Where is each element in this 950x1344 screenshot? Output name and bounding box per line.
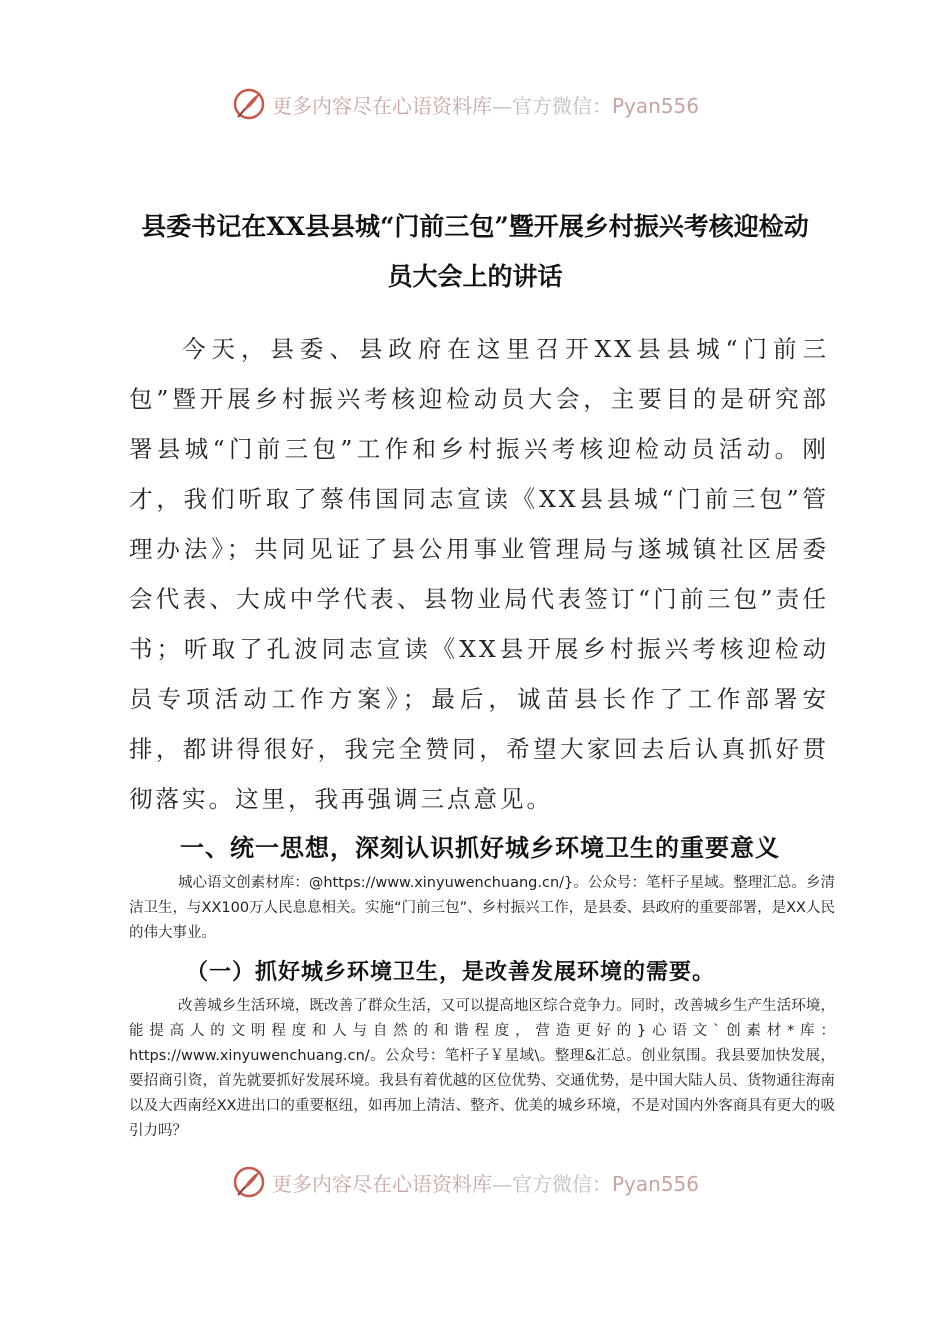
banner-text	[272, 1168, 699, 1197]
banner-wechat-id: Pyan556	[612, 1171, 700, 1196]
section-1-paragraph: 城心语文创素材库：@https://www.xinyuwenchuang.cn/}。公众号：笔杆子星域。整理汇总。乡清洁卫生，与XX100万人民息息相关。实施“门前三包”、乡村振兴工作，是县委、县政府的重要部署，是XX人民的伟大事业。	[129, 875, 835, 941]
banner-brand: 更多内容尽在心语资料库	[272, 1171, 492, 1196]
header-banner	[232, 86, 699, 122]
banner-brand: 更多内容尽在心语资料库	[272, 93, 492, 118]
feather-quill-logo-icon	[232, 87, 266, 121]
feather-quill-logo-icon	[232, 1165, 266, 1199]
intro-paragraph: 今天，县委、县政府在这里召开XX县县城“门前三包”暨开展乡村振兴考核迎检动员大会，主要目的是研究部署县城“门前三包”工作和乡村振兴考核迎检动员活动。刚才，我们听取了蔡伟国同志宣读《XX县县城“门前三包”管理办法》；共同见证了县公用事业管理局与遂城镇社区居委会代表、大成中学代表、县物业局代表签订“门前三包”责任书；听取了孔波同志宣读《XX县开展乡村振兴考核迎检动员专项活动工作方案》；最后，诚苗县长作了工作部署安排，都讲得很好，我完全赞同，希望大家回去后认真抓好贯彻落实。这里，我再强调三点意见。	[129, 335, 829, 813]
document-title	[110, 202, 840, 302]
subsection-1-paragraph-block	[129, 994, 835, 1144]
banner-wechat-id: Pyan556	[612, 93, 700, 118]
title-line-2: 员大会上的讲话	[387, 262, 563, 291]
title-line-1: 县委书记在XX县县城“门前三包”暨开展乡村振兴考核迎检动	[141, 212, 809, 241]
banner-dash: —	[492, 93, 512, 118]
subsection-1-paragraph: 改善城乡生活环境，既改善了群众生活，又可以提高地区综合竞争力。同时，改善城乡生产生活环境，能提高人的文明程度和人与自然的和谐程度，营造更好的}心语文`创素材*库：https://www.xinyuwenchuang.cn/。公众号：笔杆子￥星域\。整理&汇总。创业氛围。我县要加快发展，要招商引资，首先就要抓好发展环境。我县有着优越的区位优势、交通优势，是中国大陆人员、货物通往海南以及大西南经XX进出口的重要枢纽，如再加上清洁、整齐、优美的城乡环境，不是对国内外客商具有更大的吸引力吗？	[129, 998, 835, 1139]
banner-wechat-label: 官方微信：	[512, 1171, 612, 1196]
subsection-heading-1: （一）抓好城乡环境卫生，是改善发展环境的需要。	[186, 959, 716, 985]
banner-text	[272, 90, 699, 119]
intro-paragraph-block	[129, 324, 829, 824]
banner-dash: —	[492, 1171, 512, 1196]
footer-banner	[232, 1164, 699, 1200]
section-heading-1: 一、统一思想，深刻认识抓好城乡环境卫生的重要意义	[180, 833, 780, 862]
banner-wechat-label: 官方微信：	[512, 93, 612, 118]
section-1-paragraph-block	[129, 871, 835, 946]
